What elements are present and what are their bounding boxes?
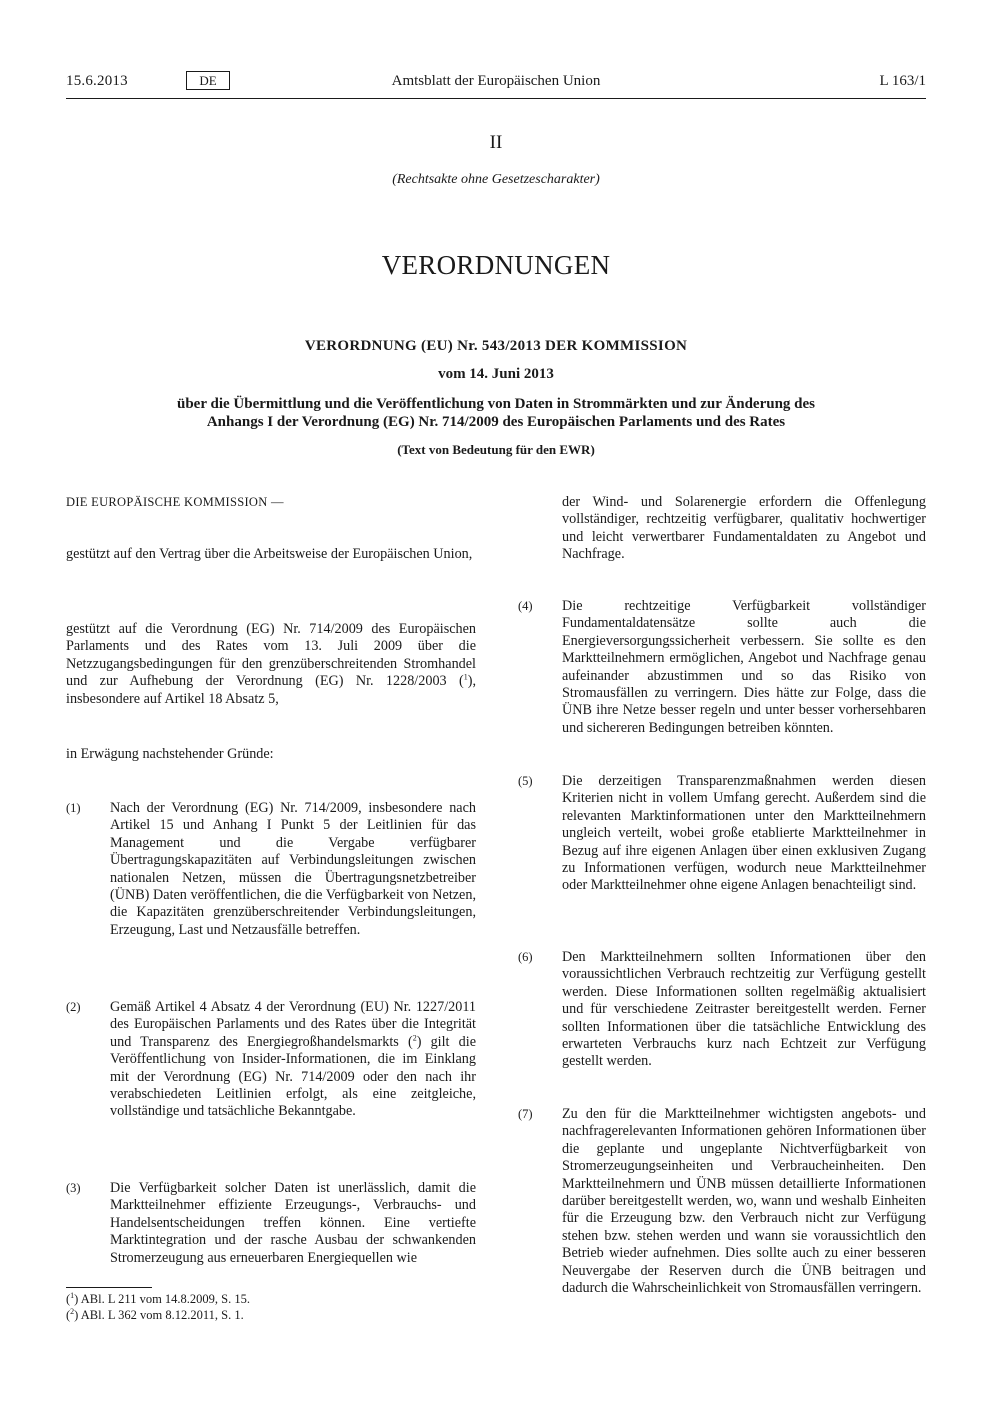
right-column (518, 492, 926, 1322)
section-title: VERORDNUNGEN (381, 250, 611, 280)
recital-text: Die derzeitigen Transparenzmaßnahmen werden diesen Kriterien nicht in vollem Umfang gerecht. Außerdem sind die relevanten Marktinformationen unter den Marktteilnehmern ungleich verteilt, wobei große etablierte Marktteilnehmer in Bezug auf ihre eigenen Anlagen über einen exklusiven Zugang zu Informationen verfügen, wodurch neue Marktteilnehmer oder Marktteilnehmer ohne eigene Anlagen benachteiligt sind. (562, 773, 926, 894)
recital-text: Zu den für die Marktteilnehmer wichtigsten angebots- und nachfragerelevanten Informationen gehören Informationen über die geplante und ungeplante Nichtverfügbarkeit von Stromerzeugungseinheiten und Verbraucheinheiten. Den Marktteilnehmern und ÜNB müssen detaillierte Informationen darüber bereitgestellt werden, wo, wann und weshalb Einheiten für die Erzeugung bzw. den Verbrauch nicht zur Verfügung stehen bzw. stehen werden und wann sie voraussichtlich den Betrieb wieder aufnehmen. Dies sollte auch zu einer besseren Neuvergabe der Reserven durch die ÜNB beitragen und dadurch die Wahrscheinlichkeit von Stromausfällen verringern. (562, 1106, 926, 1297)
recital-number: (5) (518, 774, 533, 788)
regulation-date: vom 14. Juni 2013 (438, 366, 554, 382)
publication-date: 15.6.2013 (66, 73, 128, 89)
recital-text: Den Marktteilnehmern sollten Informationen über den voraussichtlichen Verbrauch rechtzeitig zur Verfügung gestellt werden. Diese Informationen sollten regelmäßig aktualisiert und für verschiedene Zeitraster bereitgestellt werden. Ferner sollten Informationen über die tatsächliche Entwicklung des erwarteten Verbrauchs kurz nach Echtzeit zur Verfügung gestellt werden. (562, 949, 926, 1070)
header-divider (66, 98, 926, 99)
regulation-subject-line-2: Anhangs I der Verordnung (EG) Nr. 714/2009 des Europäischen Parlaments und des Rates (206, 414, 786, 430)
recital-5 (518, 773, 926, 895)
recital-number: (1) (66, 801, 81, 815)
footnote-2: ($^2$) ABl. L 362 vom 8.12.2011, S. 1. (66, 1306, 244, 1322)
recital-text: Nach der Verordnung (EG) Nr. 714/2009, insbesondere nach Artikel 15 und Anhang I Punkt 5 der Leitlinien für das Management und die Vergabe verfügbarer Übertragungskapazitäten auf Verbindungsleitungen zwischen nationalen Netzen, müssen die Übertragungsnetzbetreiber (ÜNB) Daten veröffentlichen, die die Verfügbarkeit von Netzen, die Kapazitäten grenzüberschreitender Verbindungsleitungen, Erzeugung, Last und Netzausfälle betreffen. (110, 800, 476, 938)
eea-relevance-note: (Text von Bedeutung für den EWR) (397, 442, 595, 457)
footnote-divider (66, 1287, 152, 1288)
recital-7 (518, 1106, 926, 1297)
recital-number: (3) (66, 1181, 81, 1195)
part-subtitle: (Rechtsakte ohne Gesetzescharakter) (392, 172, 600, 187)
recital-1 (66, 800, 476, 939)
language-badge: DE (186, 71, 230, 90)
recital-text-part-1: Die Verfügbarkeit solcher Daten ist unerlässlich, damit die Marktteilnehmer effiziente Erzeugungs-, Verbrauchs- und Handelsentscheidungen treffen können. Eine vertiefte Marktintegration und der rasche Ausbau der schwankenden Stromerzeugung aus erneuerbaren Energiequellen wie (110, 1180, 476, 1266)
journal-title: Amtsblatt der Europäischen Union (391, 73, 601, 89)
part-number: II (489, 132, 503, 153)
footnote-ref-1[interactable]: 1 (463, 672, 468, 682)
issuing-body: DIE EUROPÄISCHE KOMMISSION — (66, 495, 284, 509)
recital-6 (518, 949, 926, 1071)
whereas-clause: in Erwägung nachstehender Gründe: (66, 746, 274, 762)
footnote-1: ($^1$) ABl. L 211 vom 14.8.2009, S. 15. (66, 1290, 251, 1306)
recital-text: Gemäß Artikel 4 Absatz 4 der Verordnung (EU) Nr. 1227/2011 des Europäischen Parlaments und des Rates über die Integrität und Transparenz des Energiegroßhandelsmarkts ($^2$) gilt die Veröffentlichung von Insider-Informationen, die im Einklang mit der Verordnung (EG) Nr. 714/2009 oder den nach ihr verabschiedeten Leitlinien erfolgt, als eine zeitgleiche, vollständige und tatsächliche Bekanntgabe. (110, 999, 476, 1120)
recital-3 (66, 1180, 476, 1267)
recital-text-part-2: der Wind- und Solarenergie erfordern die Offenlegung vollständiger, rechtzeitig verfügbarer, qualitativ hochwertiger und leicht verwertbarer Fundamentaldaten zu Angebot und Nachfrage. (562, 494, 926, 563)
footnotes (66, 1292, 476, 1323)
recital-number: (6) (518, 950, 533, 964)
recital-2 (66, 999, 476, 1121)
citation-treaty: gestützt auf den Vertrag über die Arbeitsweise der Europäischen Union, (66, 546, 473, 562)
regulation-subject-line-1: über die Übermittlung und die Veröffentlichung von Daten in Strommärkten und zur Änderung des (177, 396, 815, 412)
page-reference: L 163/1 (879, 73, 926, 89)
recital-number: (7) (518, 1107, 533, 1121)
recital-3-continued (518, 494, 926, 564)
regulation-title: VERORDNUNG (EU) Nr. 543/2013 DER KOMMISSION (304, 338, 688, 354)
citation-regulation: gestützt auf die Verordnung (EG) Nr. 714/2009 des Europäischen Parlaments und des Rates vom 13. Juli 2009 über die Netzzugangsbedingungen für den grenzüberschreitenden Stromhandel und zur Aufhebung der Verordnung (EG) Nr. 1228/2003 ($^1$), insbesondere auf Artikel 18 Absatz 5, (66, 621, 476, 707)
regulation-subject (66, 395, 926, 431)
recital-text: Die rechtzeitige Verfügbarkeit vollständiger Fundamentaldatensätze sollte auch die Energieversorgungssicherheit verbessern. Sie sollte es den Marktteilnehmern ermöglichen, Angebot und Nachfrage genau aufeinander abzustimmen und so das Risiko von Stromausfällen zu verringern. Dies hätte zur Folge, dass die ÜNB ihre Netze besser regeln und unter besser vorhersehbaren und sichereren Bedingungen betreiben könnten. (562, 598, 926, 736)
left-column (66, 492, 476, 1292)
page-header (66, 70, 926, 94)
recital-number: (2) (66, 1000, 81, 1014)
recital-4 (518, 598, 926, 737)
recital-number: (4) (518, 599, 533, 613)
footnote-ref-2[interactable]: 2 (412, 1033, 417, 1043)
